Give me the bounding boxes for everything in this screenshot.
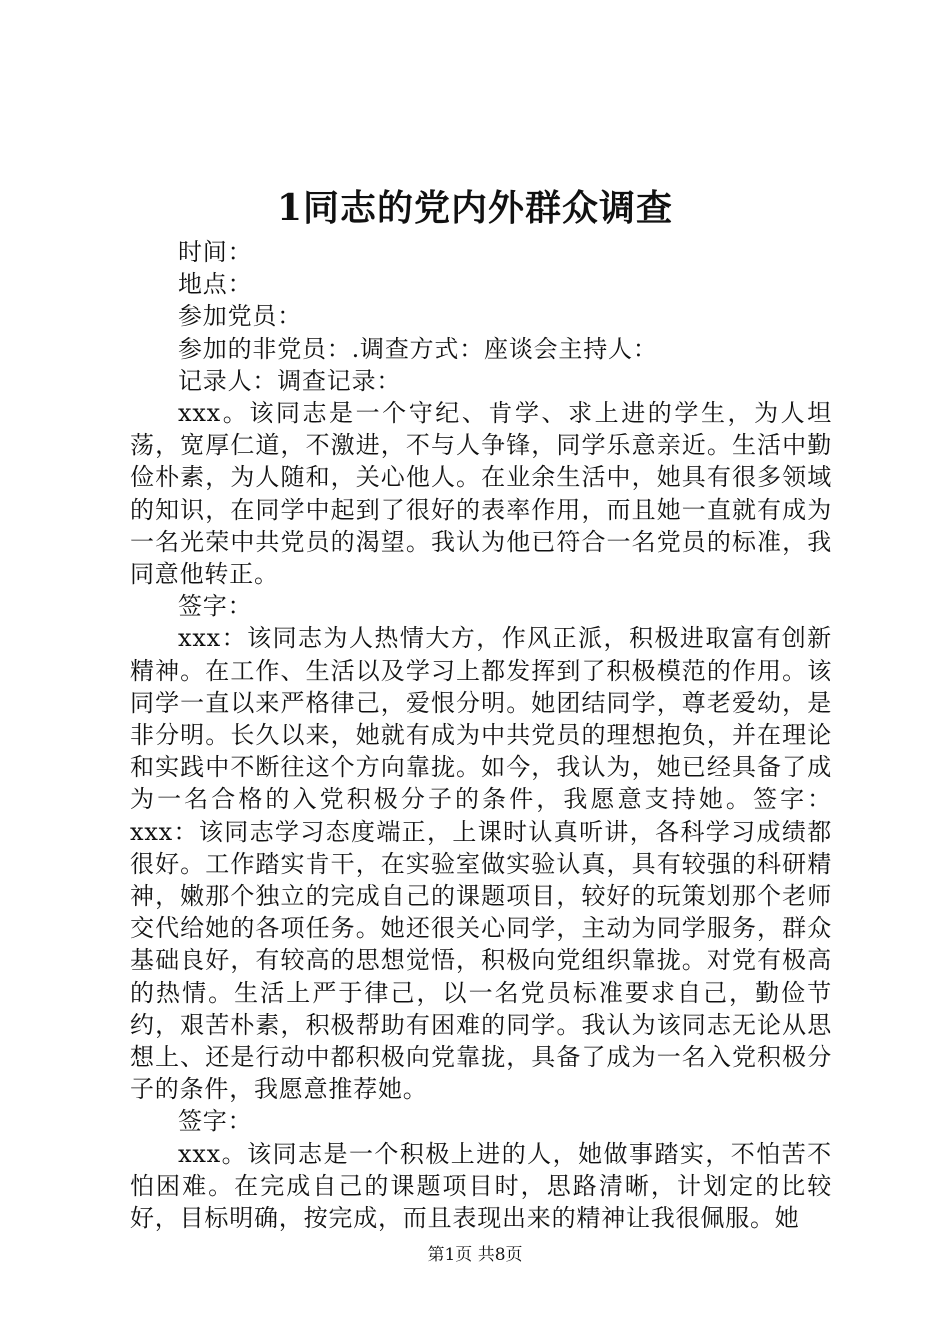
document-body	[130, 236, 832, 1234]
field-non-party-members: 参加的非党员：.调查方式：座谈会主持人：	[178, 334, 658, 363]
field-party-members: 参加党员：	[178, 302, 302, 331]
record-paragraph: xxx：该同志为人热情大方，作风正派，积极进取富有创新精神。在工作、生活以及学习上都发挥到了积极模范的作用。该同学一直以来严格律己，爱恨分明。她团结同学，尊老爱幼，是非分明。长久以来，她就有成为中共党员的理想抱负，并在理论和实践中不断往这个方向靠拢。如今，我认为，她已经具备了成为一名合格的入党积极分子的条件，我愿意支持她。签字：xxx：该同志学习态度端正，上课时认真听讲，各科学习成绩都很好。工作踏实肯干，在实验室做实验认真，具有较强的科研精神，嫩那个独立的完成自己的课题项目，较好的玩策划那个老师交代给她的各项任务。她还很关心同学，主动为同学服务，群众基础良好，有较高的思想觉悟，积极向党组织靠拢。对党有极高的热情。生活上严于律己，以一名党员标准要求自己，勤俭节约，艰苦朴素，积极帮助有困难的同学。我认为该同志无论从思想上、还是行动中都积极向党靠拢，具备了成为一名入党积极分子的条件，我愿意推荐她。	[130, 624, 832, 1104]
page-number: 第1页 共8页	[427, 1245, 523, 1265]
signature-label: 签字：	[178, 1107, 253, 1136]
field-time: 时间：	[178, 238, 253, 266]
record-paragraph: xxx。该同志是一个守纪、肯学、求上进的学生，为人坦荡，宽厚仁道，不激进，不与人争锋，同学乐意亲近。生活中勤俭朴素，为人随和，关心他人。在业余生活中，她具有很多领域的知识，在同学中起到了很好的表率作用，而且她一直就有成为一名光荣中共党员的渴望。我认为他已符合一名党员的标准，我同意他转正。	[130, 399, 832, 589]
field-location: 地点：	[178, 270, 253, 299]
field-recorder: 记录人：调查记录：	[178, 366, 402, 395]
document-title: 1同志的党内外群众调查	[276, 187, 674, 229]
record-paragraph: xxx。该同志是一个积极上进的人，她做事踏实，不怕苦不怕困难。在完成自己的课题项目时，思路清晰，计划定的比较好，目标明确，按完成，而且表现出来的精神让我很佩服。她	[130, 1139, 832, 1233]
signature-label: 签字：	[178, 592, 253, 621]
